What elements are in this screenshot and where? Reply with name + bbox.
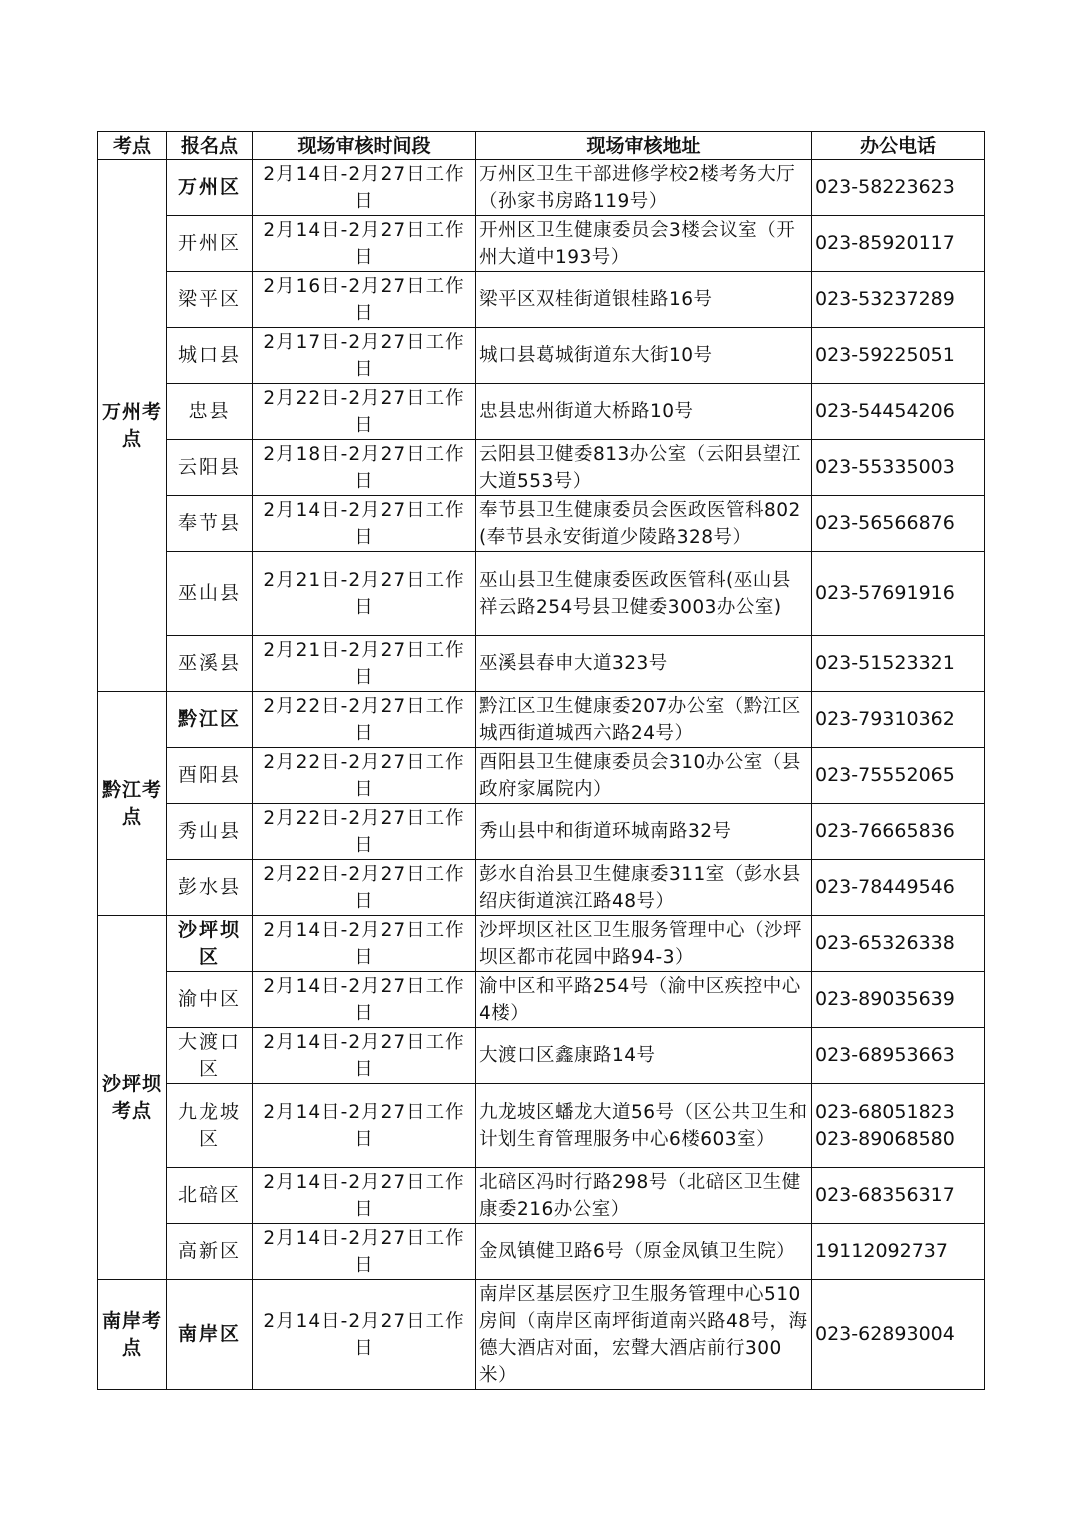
- registration-point-cell: 万州区: [167, 160, 253, 216]
- office-phone-cell: 023-75552065: [812, 748, 985, 804]
- office-phone-cell: 023-62893004: [812, 1280, 985, 1390]
- registration-point-cell: 沙坪坝区: [167, 916, 253, 972]
- registration-point-cell: 忠县: [167, 384, 253, 440]
- header-review-period: 现场审核时间段: [253, 132, 476, 160]
- review-period-cell: 2月14日-2月27日工作日: [253, 1028, 476, 1084]
- registration-point-cell: 梁平区: [167, 272, 253, 328]
- table-row: [98, 272, 985, 328]
- table-row: [98, 384, 985, 440]
- registration-point-cell: 彭水县: [167, 860, 253, 916]
- header-review-address: 现场审核地址: [476, 132, 812, 160]
- header-office-phone: 办公电话: [812, 132, 985, 160]
- table-row: [98, 972, 985, 1028]
- table-row: [98, 496, 985, 552]
- office-phone-cell: 023-54454206: [812, 384, 985, 440]
- office-phone-cell: 023-68953663: [812, 1028, 985, 1084]
- registration-point-cell: 奉节县: [167, 496, 253, 552]
- review-period-cell: 2月22日-2月27日工作日: [253, 860, 476, 916]
- office-phone-cell: 023-79310362: [812, 692, 985, 748]
- table-row: [98, 916, 985, 972]
- registration-point-cell: 秀山县: [167, 804, 253, 860]
- table-row: [98, 860, 985, 916]
- review-address-cell: 梁平区双桂街道银桂路16号: [476, 272, 812, 328]
- table-row: [98, 1224, 985, 1280]
- registration-point-cell: 南岸区: [167, 1280, 253, 1390]
- registration-point-cell: 巫山县: [167, 552, 253, 636]
- table-row: [98, 1084, 985, 1168]
- table-row: [98, 636, 985, 692]
- review-schedule-table: [97, 131, 985, 1390]
- review-address-cell: 金凤镇健卫路6号（原金凤镇卫生院）: [476, 1224, 812, 1280]
- review-period-cell: 2月14日-2月27日工作日: [253, 1280, 476, 1390]
- review-period-cell: 2月17日-2月27日工作日: [253, 328, 476, 384]
- registration-point-cell: 高新区: [167, 1224, 253, 1280]
- table-row: [98, 1168, 985, 1224]
- review-address-cell: 黔江区卫生健康委207办公室（黔江区城西街道城西六路24号）: [476, 692, 812, 748]
- review-period-cell: 2月14日-2月27日工作日: [253, 496, 476, 552]
- review-address-cell: 沙坪坝区社区卫生服务管理中心（沙坪坝区都市花园中路94-3）: [476, 916, 812, 972]
- review-address-cell: 酉阳县卫生健康委员会310办公室（县政府家属院内）: [476, 748, 812, 804]
- table-row: [98, 1028, 985, 1084]
- review-schedule-sheet: [97, 131, 984, 1390]
- review-period-cell: 2月21日-2月27日工作日: [253, 636, 476, 692]
- office-phone-cell: 023-76665836: [812, 804, 985, 860]
- table-row: [98, 1280, 985, 1390]
- review-address-cell: 巫溪县春申大道323号: [476, 636, 812, 692]
- office-phone-cell: 023-51523321: [812, 636, 985, 692]
- header-site: 考点: [98, 132, 167, 160]
- table-row: [98, 552, 985, 636]
- registration-point-cell: 巫溪县: [167, 636, 253, 692]
- registration-point-cell: 酉阳县: [167, 748, 253, 804]
- review-address-cell: 九龙坡区蟠龙大道56号（区公共卫生和计划生育管理服务中心6楼603室）: [476, 1084, 812, 1168]
- review-period-cell: 2月14日-2月27日工作日: [253, 160, 476, 216]
- header-registration-point: 报名点: [167, 132, 253, 160]
- review-address-cell: 云阳县卫健委813办公室（云阳县望江大道553号）: [476, 440, 812, 496]
- review-address-cell: 渝中区和平路254号（渝中区疾控中心4楼）: [476, 972, 812, 1028]
- review-address-cell: 南岸区基层医疗卫生服务管理中心510房间（南岸区南坪街道南兴路48号，海德大酒店对面，宏聲大酒店前行300米）: [476, 1280, 812, 1390]
- exam-site-cell: 沙坪坝考点: [98, 916, 167, 1280]
- review-period-cell: 2月14日-2月27日工作日: [253, 1224, 476, 1280]
- exam-site-cell: 万州考点: [98, 160, 167, 692]
- registration-point-cell: 渝中区: [167, 972, 253, 1028]
- review-address-cell: 万州区卫生干部进修学校2楼考务大厅（孙家书房路119号）: [476, 160, 812, 216]
- review-address-cell: 大渡口区鑫康路14号: [476, 1028, 812, 1084]
- table-row: [98, 804, 985, 860]
- table-body: [98, 160, 985, 1390]
- header-row: [98, 132, 985, 160]
- office-phone-cell: 023-85920117: [812, 216, 985, 272]
- registration-point-cell: 黔江区: [167, 692, 253, 748]
- table-row: [98, 328, 985, 384]
- table-row: [98, 440, 985, 496]
- review-address-cell: 巫山县卫生健康委医政医管科(巫山县祥云路254号县卫健委3003办公室): [476, 552, 812, 636]
- review-address-cell: 忠县忠州街道大桥路10号: [476, 384, 812, 440]
- registration-point-cell: 城口县: [167, 328, 253, 384]
- table-row: [98, 748, 985, 804]
- office-phone-cell: 023-78449546: [812, 860, 985, 916]
- office-phone-cell: 023-55335003: [812, 440, 985, 496]
- review-period-cell: 2月16日-2月27日工作日: [253, 272, 476, 328]
- office-phone-cell: 19112092737: [812, 1224, 985, 1280]
- review-period-cell: 2月14日-2月27日工作日: [253, 216, 476, 272]
- review-address-cell: 开州区卫生健康委员会3楼会议室（开州大道中193号）: [476, 216, 812, 272]
- office-phone-cell: 023-56566876: [812, 496, 985, 552]
- registration-point-cell: 大渡口区: [167, 1028, 253, 1084]
- office-phone-cell: 023-89035639: [812, 972, 985, 1028]
- exam-site-cell: 黔江考点: [98, 692, 167, 916]
- review-period-cell: 2月22日-2月27日工作日: [253, 748, 476, 804]
- office-phone-cell: 023-65326338: [812, 916, 985, 972]
- review-address-cell: 奉节县卫生健康委员会医政医管科802(奉节县永安街道少陵路328号）: [476, 496, 812, 552]
- review-address-cell: 北碚区冯时行路298号（北碚区卫生健康委216办公室）: [476, 1168, 812, 1224]
- review-period-cell: 2月22日-2月27日工作日: [253, 384, 476, 440]
- office-phone-cell: 023-53237289: [812, 272, 985, 328]
- review-address-cell: 秀山县中和街道环城南路32号: [476, 804, 812, 860]
- review-address-cell: 城口县葛城街道东大街10号: [476, 328, 812, 384]
- review-period-cell: 2月14日-2月27日工作日: [253, 1168, 476, 1224]
- office-phone-cell: 023-68356317: [812, 1168, 985, 1224]
- review-period-cell: 2月14日-2月27日工作日: [253, 916, 476, 972]
- office-phone-cell: 023-59225051: [812, 328, 985, 384]
- review-period-cell: 2月18日-2月27日工作日: [253, 440, 476, 496]
- review-period-cell: 2月14日-2月27日工作日: [253, 1084, 476, 1168]
- review-address-cell: 彭水自治县卫生健康委311室（彭水县绍庆街道滨江路48号）: [476, 860, 812, 916]
- office-phone-cell: 023-58223623: [812, 160, 985, 216]
- review-period-cell: 2月21日-2月27日工作日: [253, 552, 476, 636]
- registration-point-cell: 九龙坡区: [167, 1084, 253, 1168]
- table-row: [98, 160, 985, 216]
- review-period-cell: 2月14日-2月27日工作日: [253, 972, 476, 1028]
- registration-point-cell: 北碚区: [167, 1168, 253, 1224]
- review-period-cell: 2月22日-2月27日工作日: [253, 692, 476, 748]
- exam-site-cell: 南岸考点: [98, 1280, 167, 1390]
- table-row: [98, 216, 985, 272]
- review-period-cell: 2月22日-2月27日工作日: [253, 804, 476, 860]
- table-row: [98, 692, 985, 748]
- registration-point-cell: 开州区: [167, 216, 253, 272]
- office-phone-cell: 023-57691916: [812, 552, 985, 636]
- registration-point-cell: 云阳县: [167, 440, 253, 496]
- office-phone-cell: 023-68051823 023-89068580: [812, 1084, 985, 1168]
